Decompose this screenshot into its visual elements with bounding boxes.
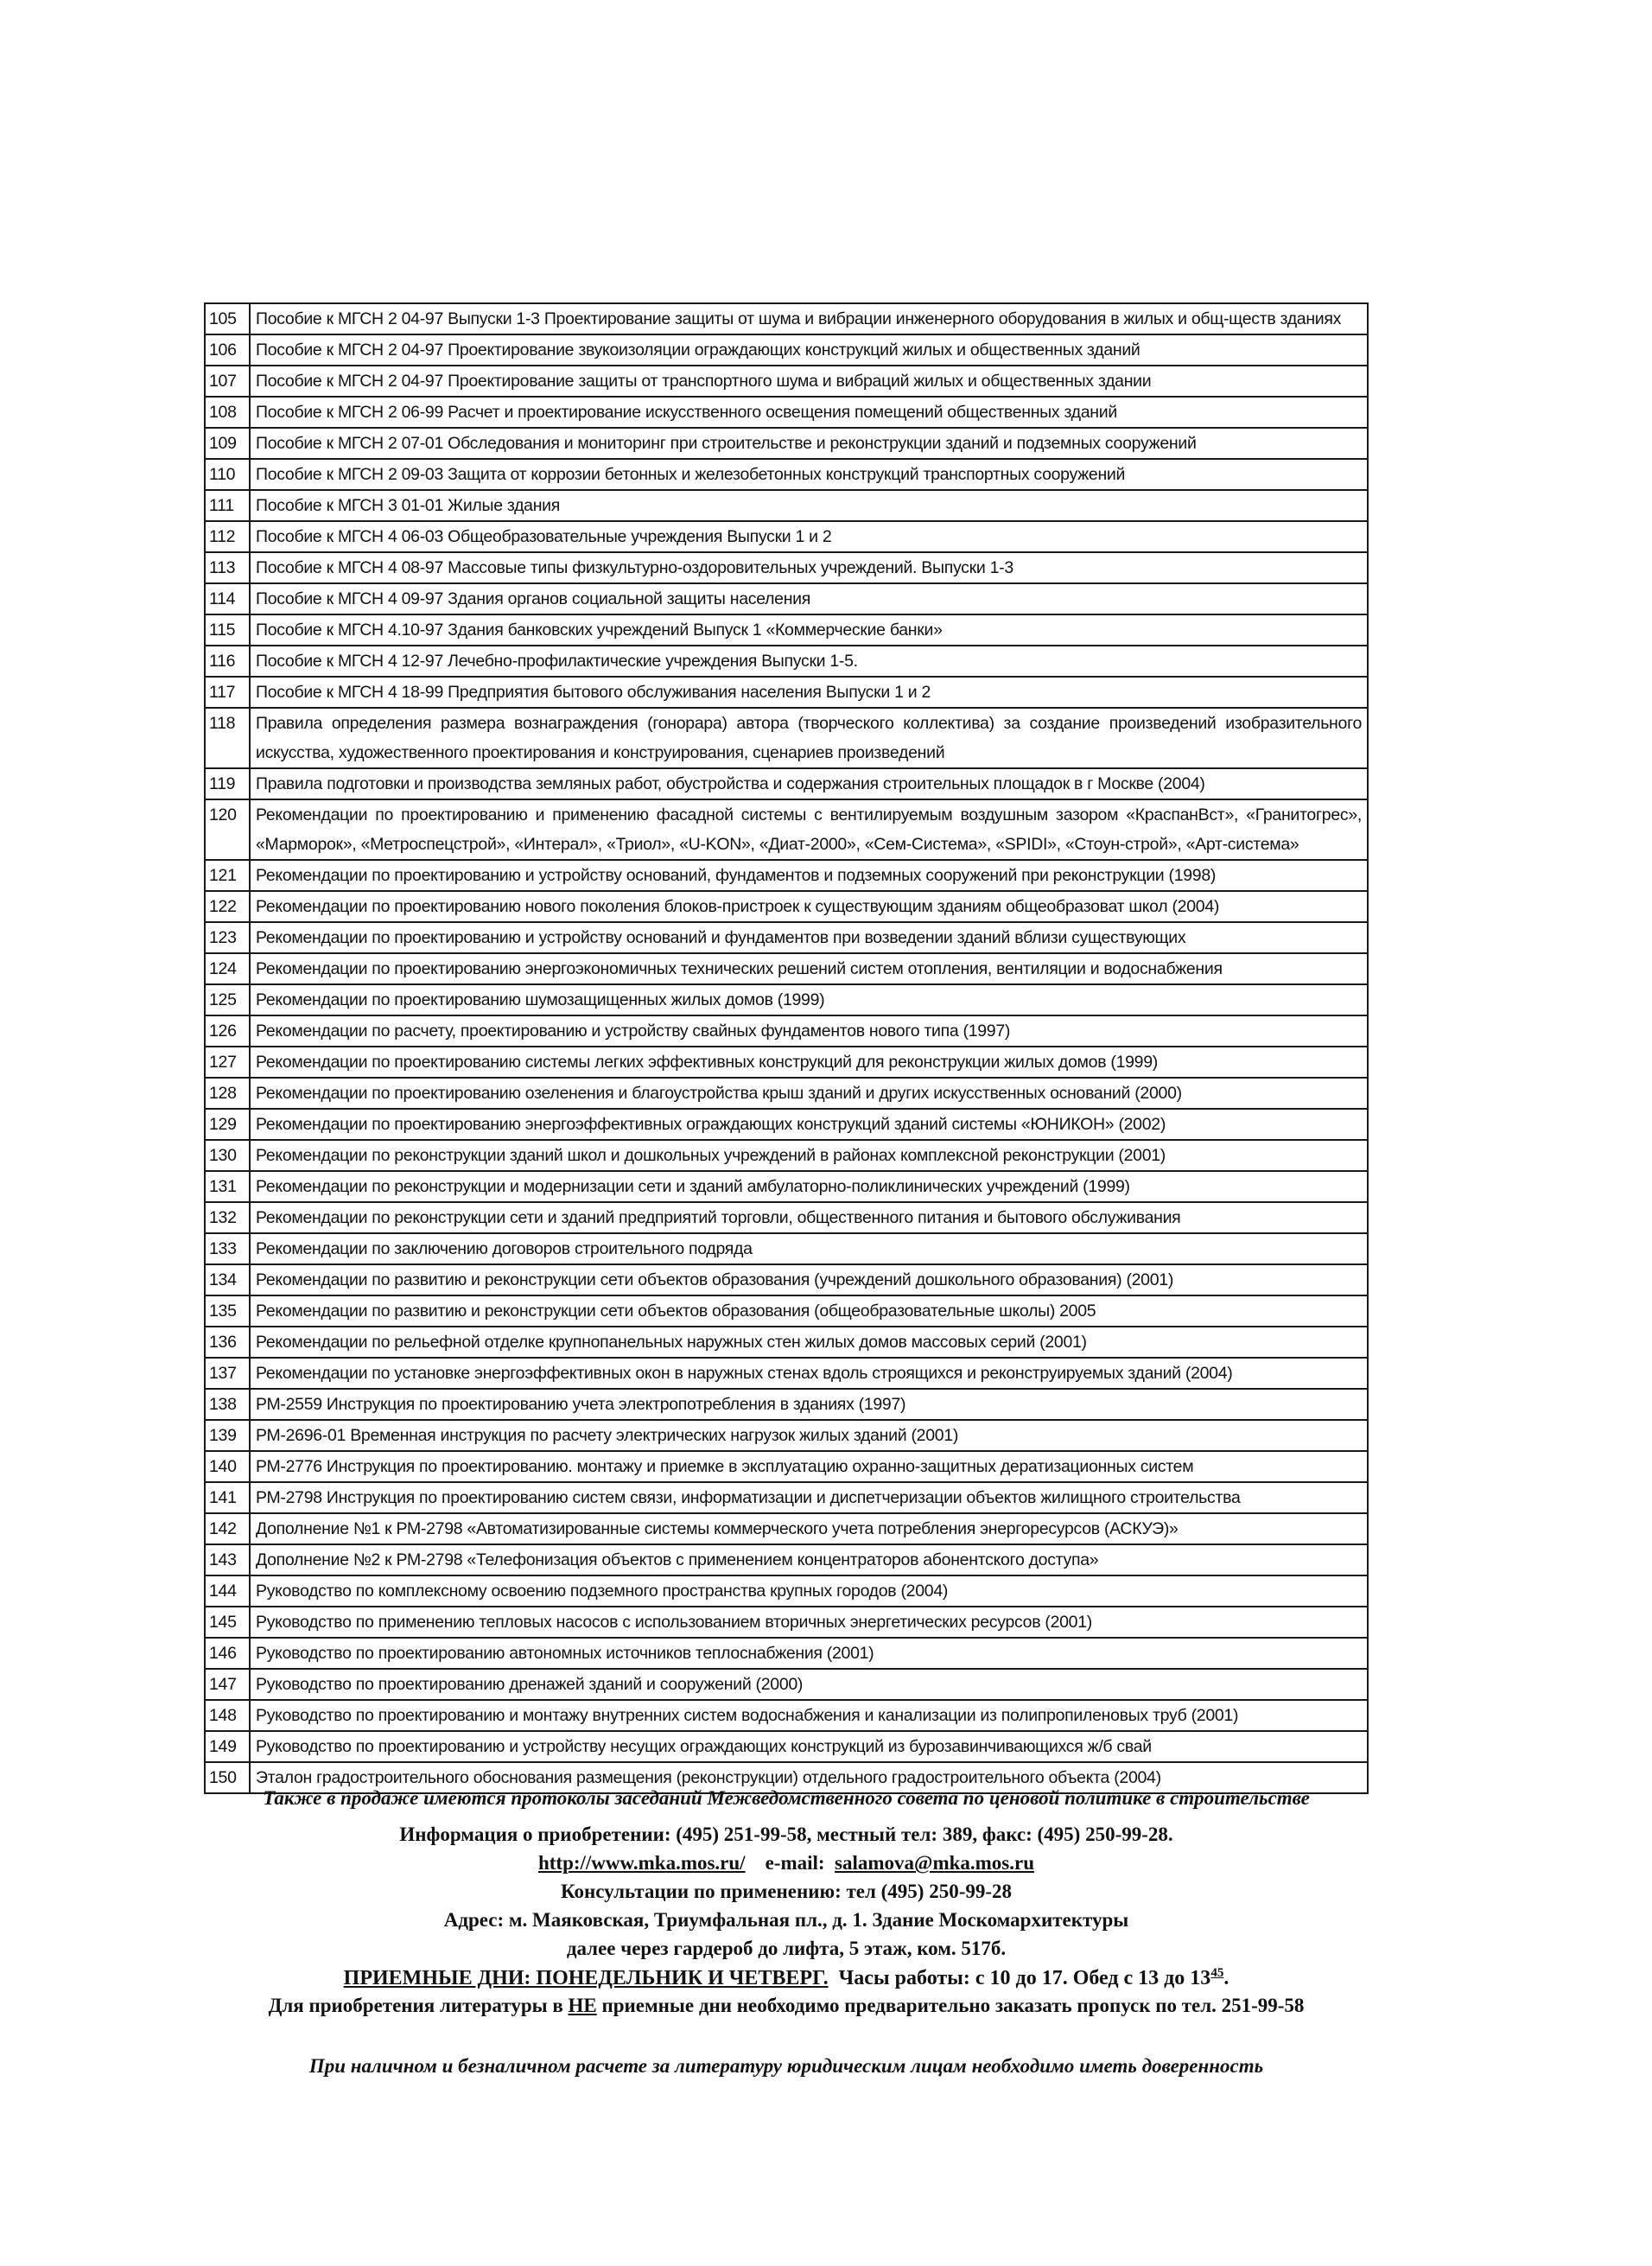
row-number: 149 [205,1731,250,1762]
email-link[interactable]: salamova@mka.mos.ru [835,1852,1035,1874]
row-number: 114 [205,583,250,614]
table-row [205,1171,1368,1202]
row-number: 115 [205,614,250,646]
row-number: 125 [205,984,250,1015]
row-title: Пособие к МГСН 2 04-97 Выпуски 1-3 Проектирование защиты от шума и вибрации инженерного оборудования в жилых и общ-ществ зданиях [250,303,1368,334]
consultation-info: Консультации по применению: тел (495) 250-99-28 [560,1881,1013,1902]
table-row [205,1327,1368,1358]
row-title: Рекомендации по реконструкции сети и зданий предприятий торговли, общественного питания и бытового обслуживания [250,1202,1368,1233]
row-number: 119 [205,768,250,799]
table-row [205,303,1368,334]
table-row [205,1140,1368,1171]
row-number: 108 [205,397,250,428]
table-row [205,1295,1368,1327]
row-number: 117 [205,677,250,708]
row-title: Пособие к МГСН 4 08-97 Массовые типы физкультурно-оздоровительных учреждений. Выпуски 1-3 [250,552,1368,583]
table-row [205,984,1368,1015]
row-number: 105 [205,303,250,334]
row-title: Правила определения размера вознаграждения (гонорара) автора (творческого коллектива) за создание произведений изобразительного искусства, художественного проектирования и конструирования, сценариев произведений [250,708,1368,768]
row-number: 139 [205,1420,250,1451]
row-title: Рекомендации по развитию и реконструкции сети объектов образования (общеобразовательные школы) 2005 [250,1295,1368,1327]
table-row [205,646,1368,677]
table-row [205,953,1368,984]
table-row [205,1638,1368,1669]
email-label: e-mail: [765,1852,825,1874]
table-row [205,366,1368,397]
power-of-attorney-note: При наличном и безналичном расчете за литературу юридическим лицам необходимо иметь доверенность [308,2055,1264,2077]
table-row [205,397,1368,428]
publications-table-body [205,303,1368,1793]
row-title: Рекомендации по расчету, проектированию и устройству свайных фундаментов нового типа (1997) [250,1015,1368,1047]
row-number: 127 [205,1047,250,1078]
row-number: 122 [205,891,250,922]
table-row [205,490,1368,521]
row-title: Рекомендации по проектированию и применению фасадной системы с вентилируемым воздушным зазором «КраспанВст», «Гранитогрес», «Марморок», «Метроспецстрой», «Интерал», «Триол», «U-KON», «Диат-2000», «Сем-Система», «SPIDI», «Стоун-строй», «Арт-система» [250,799,1368,860]
row-title: Рекомендации по реконструкции и модернизации сети и зданий амбулаторно-поликлинических учреждений (1999) [250,1171,1368,1202]
table-row [205,614,1368,646]
publications-table [204,302,1369,1794]
table-row [205,1015,1368,1047]
row-number: 142 [205,1513,250,1544]
row-title: Пособие к МГСН 4 06-03 Общеобразовательные учреждения Выпуски 1 и 2 [250,521,1368,552]
table-row [205,1544,1368,1575]
row-number: 120 [205,799,250,860]
row-title: Рекомендации по проектированию нового поколения блоков-пристроек к существующим зданиям общеобразоват школ (2004) [250,891,1368,922]
row-number: 140 [205,1451,250,1482]
row-title: Руководство по проектированию и монтажу внутренних систем водоснабжения и канализации из полипропиленовых труб (2001) [250,1700,1368,1731]
row-number: 141 [205,1482,250,1513]
row-number: 129 [205,1109,250,1140]
row-number: 130 [205,1140,250,1171]
row-number: 146 [205,1638,250,1669]
table-row [205,459,1368,490]
row-number: 113 [205,552,250,583]
table-row [205,1731,1368,1762]
table-row [205,922,1368,953]
row-title: Пособие к МГСН 2 04-97 Проектирование звукоизоляции ограждающих конструкций жилых и общественных зданий [250,334,1368,366]
row-number: 145 [205,1607,250,1638]
also-on-sale-note: Также в продаже имеются протоколы заседаний Межведомственного совета по ценовой политике в строительстве [263,1787,1310,1809]
row-title: Руководство по проектированию и устройству несущих ограждающих конструкций из бурозавинчивающихся ж/б свай [250,1731,1368,1762]
row-title: Пособие к МГСН 2 06-99 Расчет и проектирование искусственного освещения помещений общественных зданий [250,397,1368,428]
row-title: Эталон градостроительного обоснования размещения (реконструкции) отдельного градостроительного объекта (2004) [250,1762,1368,1793]
purchase-info: Информация о приобретении: (495) 251-99-58, местный тел: 389, факс: (495) 250-99-28. [399,1824,1173,1845]
row-title: Правила подготовки и производства земляных работ, обустройства и содержания строительных площадок в г Москве (2004) [250,768,1368,799]
directions: далее через гардероб до лифта, 5 этаж, ком. 517б. [566,1938,1007,1959]
row-title: Рекомендации по проектированию и устройству оснований, фундаментов и подземных сооружений при реконструкции (1998) [250,860,1368,891]
table-row [205,1358,1368,1389]
row-title: Дополнение №1 к РМ-2798 «Автоматизированные системы коммерческого учета потребления энергоресурсов (АСКУЭ)» [250,1513,1368,1544]
table-row [205,1513,1368,1544]
row-title: Рекомендации по рельефной отделке крупнопанельных наружных стен жилых домов массовых серий (2001) [250,1327,1368,1358]
table-row [205,552,1368,583]
row-title: Дополнение №2 к РМ-2798 «Телефонизация объектов с применением концентраторов абонентского доступа» [250,1544,1368,1575]
row-number: 135 [205,1295,250,1327]
row-number: 133 [205,1233,250,1264]
row-title: Руководство по комплексному освоению подземного пространства крупных городов (2004) [250,1575,1368,1607]
table-row [205,768,1368,799]
row-title: Рекомендации по проектированию и устройству оснований и фундаментов при возведении зданий вблизи существующих [250,922,1368,953]
row-title: Пособие к МГСН 4.10-97 Здания банковских учреждений Выпуск 1 «Коммерческие банки» [250,614,1368,646]
row-number: 116 [205,646,250,677]
row-number: 121 [205,860,250,891]
row-title: Руководство по проектированию дренажей зданий и сооружений (2000) [250,1669,1368,1700]
table-row [205,1700,1368,1731]
row-number: 112 [205,521,250,552]
table-row [205,1607,1368,1638]
row-title: Руководство по проектированию автономных источников теплоснабжения (2001) [250,1638,1368,1669]
row-number: 110 [205,459,250,490]
table-row [205,799,1368,860]
row-number: 147 [205,1669,250,1700]
row-title: РМ-2798 Инструкция по проектированию систем связи, информатизации и диспетчеризации объектов жилищного строительства [250,1482,1368,1513]
contact-links [173,1852,1400,1875]
working-hours: Часы работы: с 10 до 17. Обед с 13 до 13 [838,1967,1211,1989]
row-title: Пособие к МГСН 4 12-97 Лечебно-профилактические учреждения Выпуски 1-5. [250,646,1368,677]
row-number: 111 [205,490,250,521]
row-title: Пособие к МГСН 3 01-01 Жилые здания [250,490,1368,521]
row-title: Рекомендации по развитию и реконструкции сети объектов образования (учреждений дошкольного образования) (2001) [250,1264,1368,1295]
row-title: Рекомендации по реконструкции зданий школ и дошкольных учреждений в районах комплексной реконструкции (2001) [250,1140,1368,1171]
website-link[interactable]: http://www.mka.mos.ru/ [537,1852,746,1874]
row-title: Пособие к МГСН 2 07-01 Обследования и мониторинг при строительстве и реконструкции зданий и подземных сооружений [250,428,1368,459]
row-title: Рекомендации по проектированию энергоэффективных ограждающих конструкций зданий системы «ЮНИКОН» (2002) [250,1109,1368,1140]
row-number: 136 [205,1327,250,1358]
row-title: Рекомендации по заключению договоров строительного подряда [250,1233,1368,1264]
pass-order-note [173,1995,1400,2017]
reception-hours: ПРИЕМНЫЕ ДНИ: ПОНЕДЕЛЬНИК И ЧЕТВЕРГ. Часы работы: с 10 до 17. Обед с 13 до $13^{45}$. [343,1966,1229,1989]
row-number: 107 [205,366,250,397]
pass-note-suffix: приемные дни необходимо предварительно заказать пропуск по тел. 251-99-58 [601,1995,1305,2016]
address: Адрес: м. Маяковская, Триумфальная пл., д. 1. Здание Москомархитектуры [443,1909,1129,1931]
table-row [205,1202,1368,1233]
row-title: РМ-2696-01 Временная инструкция по расчету электрических нагрузок жилых зданий (2001) [250,1420,1368,1451]
row-title: РМ-2559 Инструкция по проектированию учета электропотребления в зданиях (1997) [250,1389,1368,1420]
row-number: 131 [205,1171,250,1202]
reception-days: ПРИЕМНЫЕ ДНИ: ПОНЕДЕЛЬНИК И ЧЕТВЕРГ. [343,1967,829,1989]
table-row [205,1669,1368,1700]
table-row [205,1078,1368,1109]
row-number: 137 [205,1358,250,1389]
row-number: 143 [205,1544,250,1575]
row-title: Рекомендации по проектированию шумозащищенных жилых домов (1999) [250,984,1368,1015]
row-title: Пособие к МГСН 2 09-03 Защита от коррозии бетонных и железобетонных конструкций транспортных сооружений [250,459,1368,490]
table-row [205,1109,1368,1140]
row-title: Рекомендации по проектированию системы легких эффективных конструкций для реконструкции жилых домов (1999) [250,1047,1368,1078]
row-number: 132 [205,1202,250,1233]
row-number: 150 [205,1762,250,1793]
row-number: 138 [205,1389,250,1420]
row-title: Рекомендации по проектированию энергоэкономичных технических решений систем отопления, вентиляции и водоснабжения [250,953,1368,984]
row-title: Пособие к МГСН 4 18-99 Предприятия бытового обслуживания населения Выпуски 1 и 2 [250,677,1368,708]
row-number: 126 [205,1015,250,1047]
table-row [205,521,1368,552]
row-number: 118 [205,708,250,768]
row-number: 134 [205,1264,250,1295]
table-row [205,1420,1368,1451]
table-row [205,1482,1368,1513]
table-row [205,583,1368,614]
table-row [205,1233,1368,1264]
row-title: Пособие к МГСН 2 04-97 Проектирование защиты от транспортного шума и вибраций жилых и общественных здании [250,366,1368,397]
row-number: 109 [205,428,250,459]
pass-note-prefix: Для приобретения литературы в [268,1995,563,2016]
row-number: 144 [205,1575,250,1607]
table-row [205,708,1368,768]
table-row [205,428,1368,459]
row-title: Рекомендации по проектированию озеленения и благоустройства крыш зданий и других искусственных оснований (2000) [250,1078,1368,1109]
table-row [205,1575,1368,1607]
table-row [205,1264,1368,1295]
table-row [205,334,1368,366]
row-title: Руководство по применению тепловых насосов с использованием вторичных энергетических ресурсов (2001) [250,1607,1368,1638]
row-number: 148 [205,1700,250,1731]
table-row [205,677,1368,708]
table-row [205,1451,1368,1482]
table-row [205,1047,1368,1078]
table-row [205,860,1368,891]
row-title: Пособие к МГСН 4 09-97 Здания органов социальной защиты населения [250,583,1368,614]
row-title: Рекомендации по установке энергоэффективных окон в наружных стенах вдоль строящихся и реконструируемых зданий (2004) [250,1358,1368,1389]
row-title: РМ-2776 Инструкция по проектированию. монтажу и приемке в эксплуатацию охранно-защитных дератизационных систем [250,1451,1368,1482]
row-number: 123 [205,922,250,953]
table-row [205,1389,1368,1420]
row-number: 124 [205,953,250,984]
pass-note-ne: НЕ [568,1995,597,2016]
row-number: 128 [205,1078,250,1109]
working-hours-sup: 45 [1210,1966,1224,1980]
table-row [205,891,1368,922]
row-number: 106 [205,334,250,366]
